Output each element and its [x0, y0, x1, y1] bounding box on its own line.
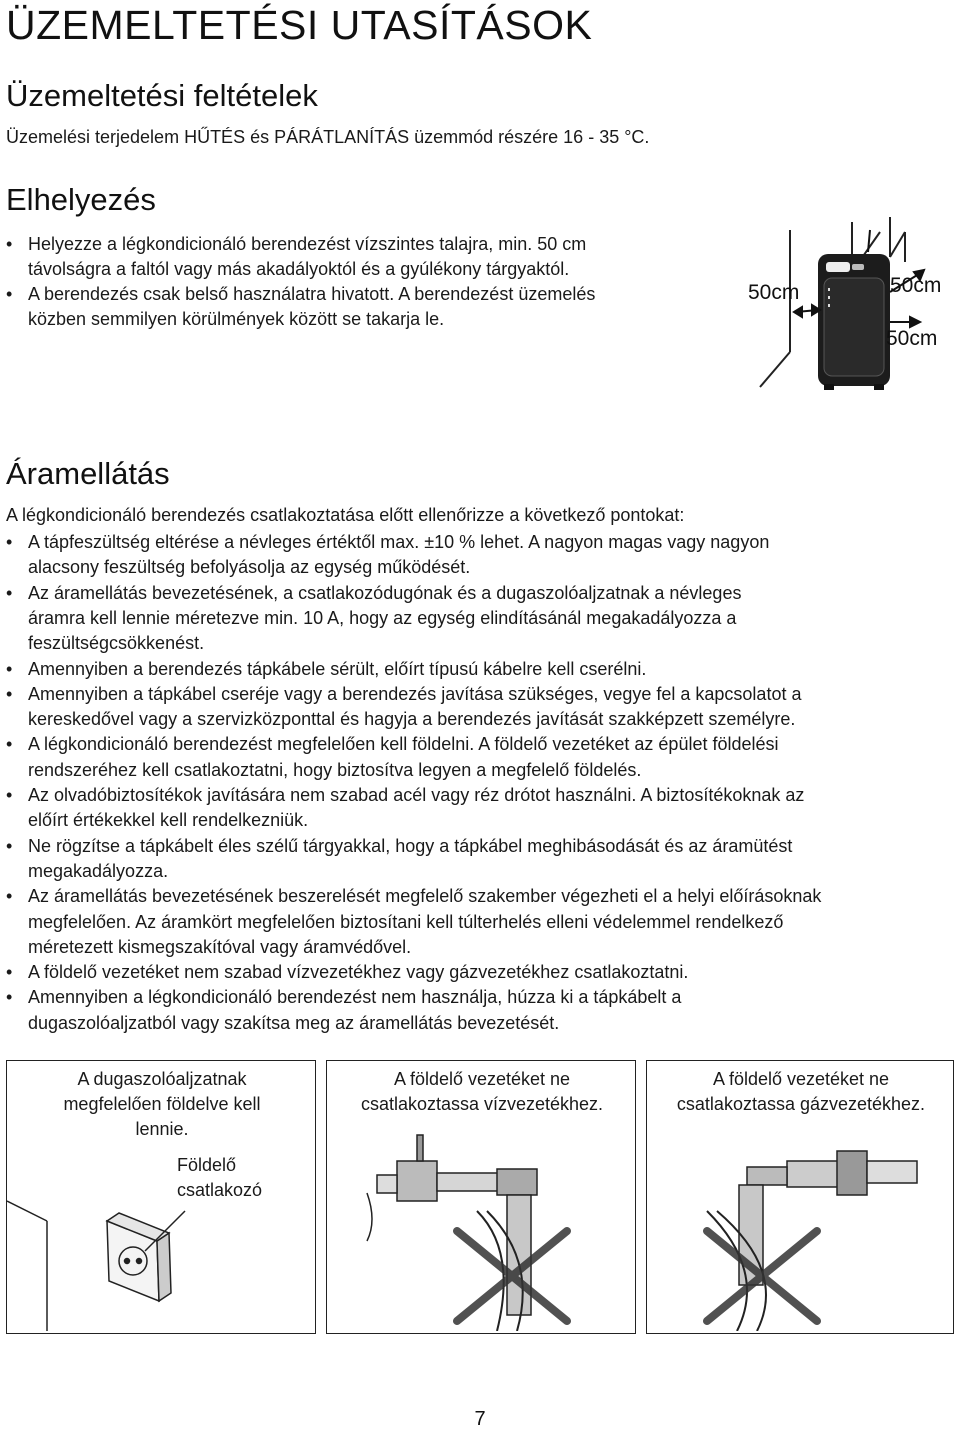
- grounded-socket-illustration: [7, 1181, 313, 1331]
- bullet: •: [6, 582, 13, 603]
- bullet: •: [6, 734, 13, 755]
- caption-line: A földelő vezetéket ne: [712, 1069, 890, 1089]
- panel-caption: [647, 1067, 955, 1117]
- list-item-line: rendszeréhez kell csatlakoztatni, hogy biztosítva legyen a megfelelő földelés.: [28, 759, 642, 780]
- bullet: •: [6, 886, 13, 907]
- list-item-line: közben semmilyen körülmények között se takarja le.: [28, 309, 445, 329]
- list-item-line: Amennyiben a tápkábel cseréje vagy a berendezés javítása szükséges, vegye fel a kapcsolatot a: [28, 683, 802, 704]
- conditions-text: Üzemelési terjedelem HŰTÉS és PÁRÁTLANÍTÁS üzemmód részére 16 - 35 °C.: [6, 127, 650, 147]
- list-item-line: Az áramellátás bevezetésének, a csatlakozódugónak és a dugaszolóaljzatnak a névleges: [28, 582, 742, 603]
- grounded-socket-panel: [6, 1060, 316, 1334]
- water-pipe-panel: [326, 1060, 636, 1334]
- list-item-line: Az áramellátás bevezetésének beszerelését megfelelő szakember végezheti el a helyi előírásoknak: [28, 886, 822, 907]
- clearance-label-right: 50cm: [886, 327, 938, 350]
- clearance-label-top: 50cm: [890, 274, 942, 297]
- list-item-line: A földelő vezetéket nem szabad vízvezetékhez vagy gázvezetékhez csatlakoztatni.: [28, 962, 689, 983]
- list-item-line: feszültségcsökkenést.: [28, 633, 205, 654]
- list-item-line: megakadályozza.: [28, 860, 169, 881]
- water-pipe-illustration: [327, 1131, 633, 1331]
- list-item-line: dugaszolóaljzatból vagy szakítsa meg az áramellátás bevezetését.: [28, 1012, 560, 1033]
- gas-pipe-panel: [646, 1060, 954, 1334]
- caption-line: A dugaszolóaljzatnak: [77, 1069, 247, 1089]
- bullet: •: [6, 785, 13, 805]
- list-item-line: áramra kell lennie méretezve min. 10 A, hogy az egység elindításánál megakadályozza a: [28, 607, 737, 628]
- caption-line: lennie.: [135, 1119, 189, 1139]
- power-intro: A légkondicionáló berendezés csatlakoztatása előtt ellenőrizze a következő pontokat:: [6, 505, 685, 525]
- panel-caption: [7, 1067, 317, 1142]
- list-item-line: A tápfeszültség eltérése a névleges értéktől max. ±10 % lehet. A nagyon magas vagy nagyon: [28, 532, 770, 552]
- conditions-heading: Üzemeltetési feltételek: [6, 78, 318, 113]
- bullet: •: [6, 835, 13, 856]
- bullet: •: [6, 987, 13, 1008]
- list-item-line: megfelelően. Az áramkört megfelelően biztosítani kell túlterhelés elleni védelemmel rendelkező: [28, 911, 784, 932]
- caption-line: megfelelően földelve kell: [63, 1094, 261, 1114]
- bullet: •: [6, 962, 13, 983]
- clearance-label-left: 50cm: [748, 281, 800, 304]
- list-item-line: távolságra a faltól vagy más akadályoktól és a gyúlékony tárgyaktól.: [28, 259, 570, 279]
- list-item-line: A berendezés csak belső használatra hivatott. A berendezést üzemelés: [28, 284, 596, 304]
- caption-line: Földelő: [177, 1155, 237, 1175]
- caption-line: csatlakoztassa vízvezetékhez.: [360, 1094, 604, 1114]
- page-number: 7: [474, 1408, 486, 1430]
- bullet: •: [6, 284, 13, 304]
- list-item-line: Ne rögzítse a tápkábelt éles szélű tárgyakkal, hogy a tápkábel meghibásodását és az áramütést: [28, 835, 793, 856]
- list-item-line: alacsony feszültség befolyásolja az egység működését.: [28, 557, 471, 578]
- bullet: •: [6, 658, 13, 679]
- page-title: ÜZEMELTETÉSI UTASÍTÁSOK: [6, 2, 593, 48]
- air-conditioner-unit: [818, 254, 890, 390]
- gas-pipe-illustration: [647, 1131, 951, 1331]
- bullet: •: [6, 532, 13, 552]
- clearance-figure: [740, 212, 955, 392]
- placement-heading: Elhelyezés: [6, 182, 156, 217]
- list-item-line: Amennyiben a berendezés tápkábele sérült, előírt típusú kábelre kell cserélni.: [28, 658, 647, 679]
- list-item-line: előírt értékekkel kell rendelkezniük.: [28, 810, 309, 831]
- bullet: •: [6, 234, 13, 254]
- list-item-line: méretezett kismegszakítóval vagy áramvédővel.: [28, 936, 412, 957]
- list-item-line: Helyezze a légkondicionáló berendezést vízszintes talajra, min. 50 cm: [28, 234, 587, 254]
- bullet: •: [6, 683, 13, 704]
- caption-line: csatlakozó: [177, 1180, 263, 1200]
- list-item-line: Amennyiben a légkondicionáló berendezést nem használja, húzza ki a tápkábelt a: [28, 987, 682, 1008]
- panel-caption: [327, 1067, 637, 1117]
- caption-line: csatlakoztassa gázvezetékhez.: [676, 1094, 926, 1114]
- list-item-line: A légkondicionáló berendezést megfelelően kell földelni. A földelő vezetéket az épület földelési: [28, 734, 779, 755]
- caption-line: A földelő vezetéket ne: [393, 1069, 571, 1089]
- list-item-line: kereskedővel vagy a szervizközponttal és hagyja a berendezés javítását szakképzett személyre.: [28, 709, 796, 730]
- power-heading: Áramellátás: [6, 456, 170, 491]
- list-item-line: Az olvadóbiztosítékok javítására nem szabad acél vagy réz drótot használni. A biztosítékoknak az: [28, 785, 805, 805]
